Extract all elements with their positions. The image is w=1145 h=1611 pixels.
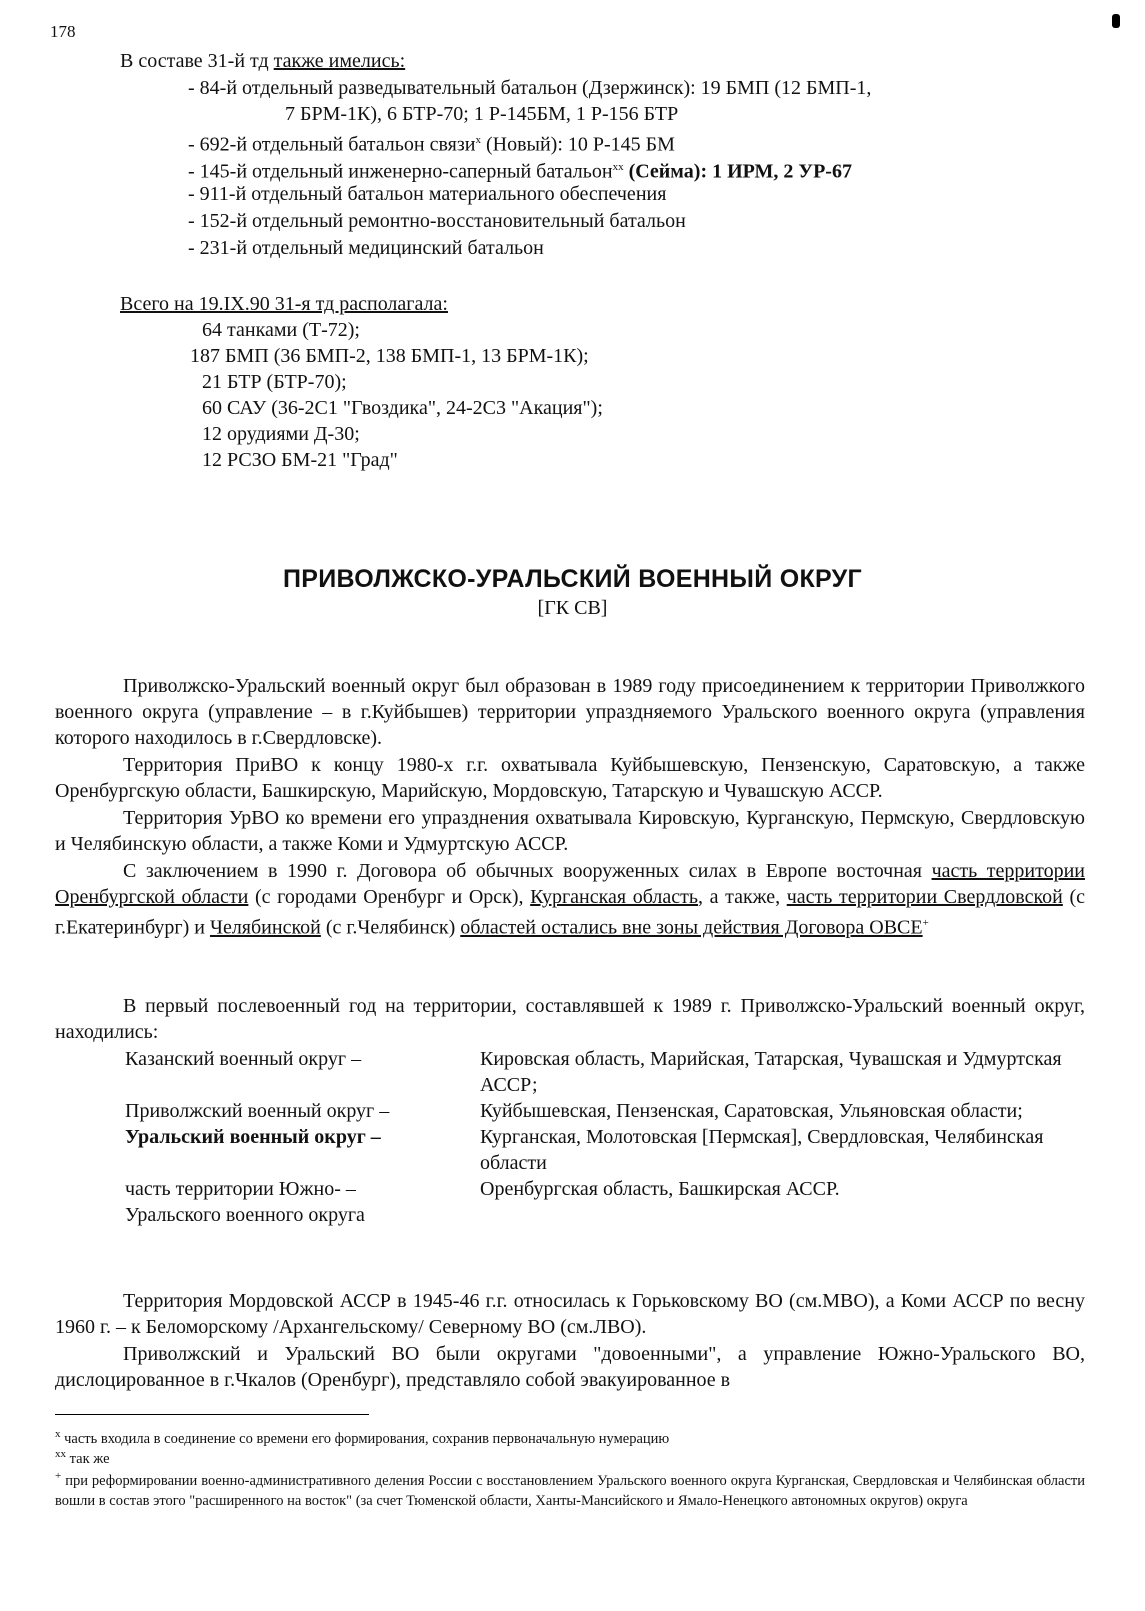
footnote-text: часть входила в соединение со времени его формирования, сохранив первоначальную нумерацию: [60, 1430, 670, 1447]
district-row: [125, 1124, 1085, 1176]
unit-text: - 145-й отдельный инженерно-саперный батальон: [188, 160, 613, 183]
paragraph: [55, 858, 1085, 941]
unit-item: - 152-й отдельный ремонтно-восстановительный батальон: [188, 210, 686, 232]
footnote-ref: +: [922, 917, 929, 929]
underlined-text: часть территории Свердловской: [786, 886, 1063, 908]
totals-item: 21 БТР (БТР-70);: [202, 371, 347, 393]
unit-item: - 84-й отдельный разведывательный батальон (Дзержинск): 19 БМП (12 БМП-1,: [188, 77, 872, 99]
paragraph-text: (с г.Екатеринбург) и: [55, 886, 1086, 939]
districts-table: [125, 1046, 1085, 1228]
totals-item: 64 танками (Т-72);: [202, 319, 360, 341]
footnote-text: так же: [66, 1450, 110, 1467]
unit-item: - 911-й отдельный батальон материального обеспечения: [188, 183, 667, 205]
paragraph: Приволжский и Уральский ВО были округами "довоенными", а управление Южно-Уральского ВО, дислоцированное в г.Чкалов (Оренбург), представляло собой эвакуированное в: [55, 1343, 1085, 1391]
paragraph: В первый послевоенный год на территории, составлявшей к 1989 г. Приволжско-Уральский военный округ, находились:: [55, 995, 1085, 1043]
district-row: [125, 1046, 1085, 1098]
unit-text: (Сейма): 1 ИРМ, 2 УР-67: [628, 160, 852, 183]
district-name: часть территории Южно- – Уральского военного округа: [125, 1178, 365, 1226]
district-territory: Оренбургская область, Башкирская АССР.: [480, 1178, 840, 1200]
footnote-mark: xx: [55, 1448, 66, 1460]
footnote-ref: x: [475, 134, 481, 146]
district-territory: Куйбышевская, Пензенская, Саратовская, Ульяновская области;: [480, 1100, 1023, 1122]
footnote-text: при реформировании военно-административного деления России с восстановлением Уральского военного округа Курганская, Свердловская и Челябинская области вошли в состав этого "расширенного на восток" (за счет Тюменской области, Ханты-Мансийского и Ямало-Ненецкого автономных округов) округа: [55, 1472, 1085, 1509]
unit-text: - 692-й отдельный батальон связи: [188, 133, 476, 156]
footnote-ref: xx: [612, 161, 624, 173]
composition-intro-underlined: также имелись:: [273, 50, 406, 72]
section-subtitle: [ГК СВ]: [537, 597, 608, 619]
section-title: ПРИВОЛЖСКО-УРАЛЬСКИЙ ВОЕННЫЙ ОКРУГ: [283, 565, 862, 593]
unit-item: - 231-й отдельный медицинский батальон: [188, 237, 544, 259]
district-row: [125, 1176, 1085, 1228]
totals-item: 187 БМП (36 БМП-2, 138 БМП-1, 13 БРМ-1К);: [190, 345, 589, 367]
unit-text: (Новый): 10 Р-145 БМ: [485, 133, 675, 156]
district-row: [125, 1098, 1085, 1124]
paragraph: Территория УрВО ко времени его упразднения охватывала Кировскую, Курганскую, Пермскую, Свердловскую и Челябинскую области, а также Коми и Удмуртскую АССР.: [55, 807, 1085, 855]
district-territory: Кировская область, Марийская, Татарская, Чувашская и Удмуртская АССР;: [480, 1048, 1062, 1096]
page-number: 178: [50, 22, 76, 41]
district-name: Приволжский военный округ –: [125, 1100, 390, 1122]
paragraph: Территория ПриВО к концу 1980-х г.г. охватывала Куйбышевскую, Пензенскую, Саратовскую, а также Оренбургскую области, Башкирскую, Марийскую, Мордовскую, Татарскую и Чувашскую АССР.: [55, 754, 1085, 802]
totals-item: 60 САУ (36-2С1 "Гвоздика", 24-2С3 "Акация");: [202, 397, 603, 419]
unit-item-continuation: 7 БРМ-1К), 6 БТР-70; 1 Р-145БМ, 1 Р-156 БТР: [285, 103, 679, 125]
paragraph: Приволжско-Уральский военный округ был образован в 1989 году присоединением к территории Приволжкого военного округа (управление – в г.Куйбышев) территории упраздняемого Уральского военного округа (управления которого находилось в г.Свердловске).: [55, 675, 1085, 749]
paragraph-text: (с городами Оренбург и Орск),: [248, 886, 531, 908]
paragraph-text: , а также,: [698, 886, 787, 908]
totals-item: 12 орудиями Д-30;: [202, 423, 360, 445]
underlined-text: Курганская область: [530, 886, 699, 908]
paragraph-text: С заключением в 1990 г. Договора об обычных вооруженных силах в Европе восточная: [123, 860, 932, 882]
composition-intro-text: В составе 31-й тд: [120, 50, 274, 72]
footnote-mark: x: [55, 1428, 61, 1440]
district-name: Казанский военный округ –: [125, 1048, 362, 1070]
paragraph: Территория Мордовской АССР в 1945-46 г.г. относилась к Горьковскому ВО (см.МВО), а Коми АССР по весну 1960 г. – к Беломорскому /Архангельскому/ Северному ВО (см.ЛВО).: [55, 1290, 1085, 1338]
district-territory: Курганская, Молотовская [Пермская], Свердловская, Челябинская области: [480, 1126, 1044, 1174]
underlined-text: Челябинской: [209, 916, 321, 939]
district-name: Уральский военный округ –: [125, 1126, 381, 1148]
footnote: [55, 1466, 1085, 1511]
underlined-text: часть территории Оренбургской области: [55, 860, 1085, 908]
totals-heading: Всего на 19.IX.90 31-я тд располагала:: [120, 293, 448, 315]
underlined-text: областей остались вне зоны действия Договора ОВСЕ: [460, 916, 923, 939]
totals-item: 12 РСЗО БМ-21 "Град": [202, 449, 398, 471]
paragraph-text: (с г.Челябинск): [320, 916, 461, 939]
footnote-divider: [55, 1414, 369, 1415]
composition-intro: [120, 48, 405, 74]
footnote-mark: +: [55, 1470, 62, 1482]
scan-mark: [1112, 14, 1120, 28]
